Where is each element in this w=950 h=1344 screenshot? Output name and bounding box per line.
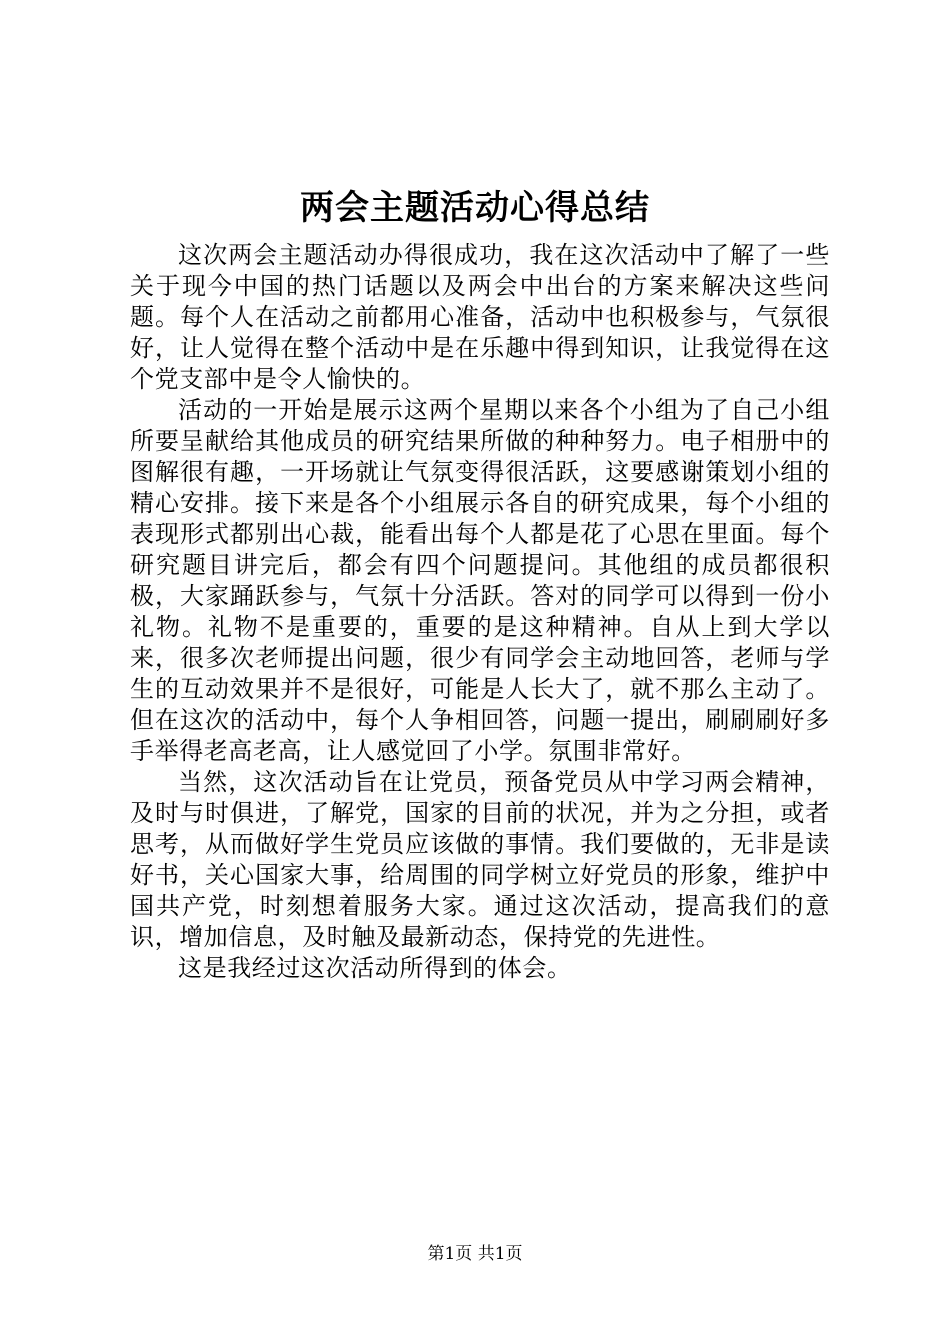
document-body (130, 240, 830, 984)
page-footer: 第1页 共1页 (427, 1244, 523, 1264)
paragraph-1: 这次两会主题活动办得很成功，我在这次活动中了解了一些关于现今中国的热门话题以及两会中出台的方案来解决这些问题。每个人在活动之前都用心准备，活动中也积极参与，气氛很好，让人觉得在整个活动中是在乐趣中得到知识，让我觉得在这个党支部中是令人愉快的。 (130, 241, 830, 393)
document-title: 两会主题活动心得总结 (300, 188, 650, 228)
paragraph-3: 当然，这次活动旨在让党员，预备党员从中学习两会精神，及时与时俱进，了解党，国家的目前的状况，并为之分担，或者思考，从而做好学生党员应该做的事情。我们要做的，无非是读好书，关心国家大事，给周围的同学树立好党员的形象，维护中国共产党，时刻想着服务大家。通过这次活动，提高我们的意识，增加信息，及时触及最新动态，保持党的先进性。 (130, 768, 830, 951)
paragraph-2: 活动的一开始是展示这两个星期以来各个小组为了自己小组所要呈献给其他成员的研究结果所做的种种努力。电子相册中的图解很有趣，一开场就让气氛变得很活跃，这要感谢策划小组的精心安排。接下来是各个小组展示各自的研究成果，每个小组的表现形式都别出心裁，能看出每个人都是花了心思在里面。每个研究题目讲完后，都会有四个问题提问。其他组的成员都很积极，大家踊跃参与，气氛十分活跃。答对的同学可以得到一份小礼物。礼物不是重要的，重要的是这种精神。自从上到大学以来，很多次老师提出问题，很少有同学会主动地回答，老师与学生的互动效果并不是很好，可能是人长大了，就不那么主动了。但在这次的活动中，每个人争相回答，问题一提出，刷刷刷好多手举得老高老高，让人感觉回了小学。氛围非常好。 (130, 396, 830, 765)
paragraph-4: 这是我经过这次活动所得到的体会。 (178, 954, 572, 982)
